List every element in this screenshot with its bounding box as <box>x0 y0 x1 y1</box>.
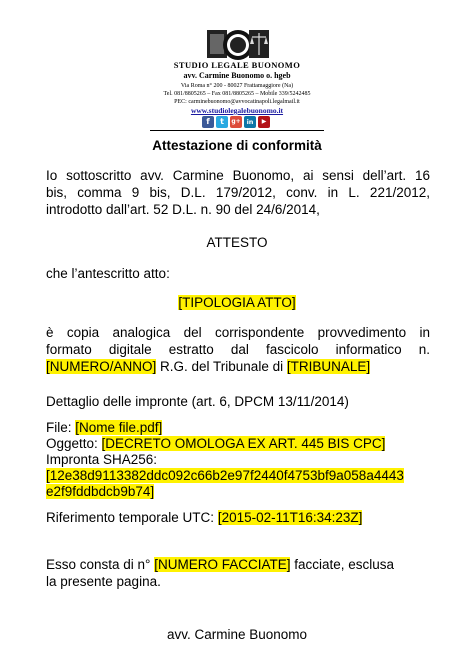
tipologia-atto-field <box>0 295 474 311</box>
studio-address: Via Roma n° 200 - 80027 Frattamaggiore (Na) <box>180 83 294 89</box>
youtube-icon[interactable]: ▶ <box>258 116 270 128</box>
consta-pre: Esso consta di n° <box>46 557 155 572</box>
oggetto-label: Oggetto: <box>46 436 102 451</box>
letterhead-divider <box>150 130 324 131</box>
riferimento-field: [2015-02-11T16:34:23Z] <box>217 510 363 525</box>
file-name-field: [Nome file.pdf] <box>75 420 163 435</box>
copia-line-2: formato digitale estratto dal fascicolo informatico n. <box>46 342 430 357</box>
studio-website-link[interactable]: www.studiolegalebuonomo.it <box>190 106 284 115</box>
impronta-value-line-2 <box>46 484 154 500</box>
che-line: che l’antescritto atto: <box>46 266 170 281</box>
google-plus-icon[interactable]: g+ <box>230 116 242 128</box>
copia-line-1: è copia analogica del corrispondente provvedimento in <box>46 325 430 340</box>
signature: avv. Carmine Buonomo <box>166 627 308 642</box>
twitter-icon[interactable]: t <box>216 116 228 128</box>
consta-post: facciate, esclusa <box>290 557 395 572</box>
impronta-hash-part-1: [12e38d9113382ddc092c66b2e97f2440f4753bf9a058a4443 <box>46 468 404 483</box>
document-title: Attestazione di conformità <box>152 138 322 153</box>
riferimento-line <box>46 510 362 526</box>
tipologia-atto-value: [TIPOLOGIA ATTO] <box>178 295 296 310</box>
dettaglio-heading: Dettaglio delle impronte (art. 6, DPCM 13/11/2014) <box>46 394 349 409</box>
studio-name: STUDIO LEGALE BUONOMO <box>173 60 301 70</box>
numero-anno-field: [NUMERO/ANNO] <box>46 359 157 374</box>
file-label: File: <box>46 420 76 435</box>
studio-logo <box>206 28 270 62</box>
impronta-label: Impronta SHA256: <box>46 452 158 467</box>
intro-line-2: bis, comma 9 bis, D.L. 179/2012, conv. in L. 221/2012, <box>46 185 430 200</box>
copia-line-3 <box>46 359 370 375</box>
riferimento-label: Riferimento temporale UTC: <box>46 510 218 525</box>
oggetto-field: [DECRETO OMOLOGA EX ART. 445 BIS CPC] <box>101 436 386 451</box>
rg-text: R.G. del Tribunale di <box>156 359 287 374</box>
lawyer-name: avv. Carmine Buonomo o. hgeb <box>183 71 291 80</box>
numero-facciate-field: [NUMERO FACCIATE] <box>154 557 291 572</box>
studio-phones: Tel. 081/8805265 – Fax 081/8805265 – Mobile 339/5242485 <box>163 91 311 97</box>
intro-line-3: introdotto dall’art. 52 D.L. n. 90 del 24/6/2014, <box>46 202 320 217</box>
consta-line-1 <box>46 557 394 573</box>
studio-pec: PEC: carminebuonomo@avvocatinapoli.legalmail.it <box>174 99 300 105</box>
impronta-value-line-1 <box>46 468 404 484</box>
attesto-heading: ATTESTO <box>206 235 268 250</box>
facebook-icon[interactable]: f <box>202 116 214 128</box>
tribunale-field: [TRIBUNALE] <box>286 359 371 374</box>
oggetto-line <box>46 436 385 452</box>
linkedin-icon[interactable]: in <box>244 116 256 128</box>
file-line <box>46 420 162 436</box>
social-icons <box>202 116 270 128</box>
intro-line-1: Io sottoscritto avv. Carmine Buonomo, ai sensi dell’art. 16 <box>46 168 430 183</box>
impronta-hash-part-2: e2f9fddbdcb9b74] <box>46 484 155 499</box>
consta-line-2: la presente pagina. <box>46 574 161 589</box>
